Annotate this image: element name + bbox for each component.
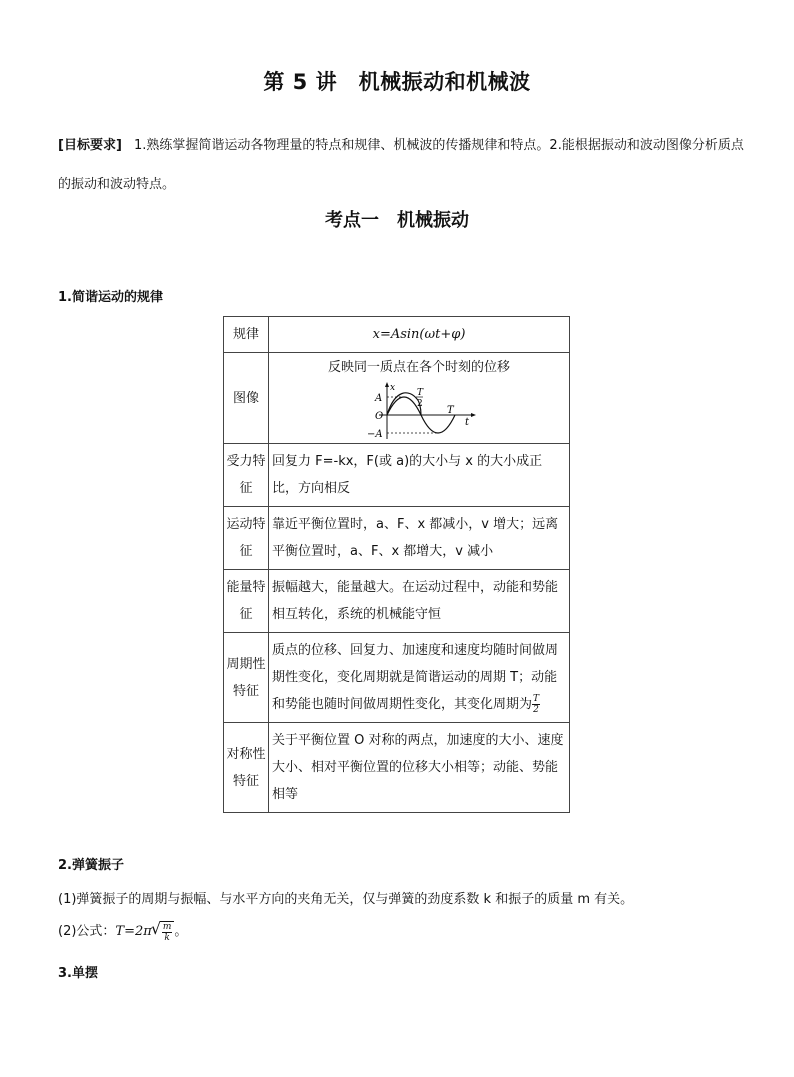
row-content: 回复力 F=-kx，F(或 a)的大小与 x 的大小成正比，方向相反 bbox=[269, 444, 570, 507]
table-row bbox=[224, 723, 570, 813]
label-x: x bbox=[390, 383, 396, 393]
rules-table bbox=[223, 316, 570, 813]
page-title: 第 5 讲 机械振动和机械波 bbox=[263, 70, 531, 94]
row-head: 对称性特征 bbox=[224, 723, 269, 813]
label-A: A bbox=[375, 393, 383, 404]
graph-caption: 反映同一质点在各个时刻的位移 bbox=[327, 360, 510, 375]
formula-prefix: (2)公式： bbox=[58, 924, 116, 939]
row-content: 振幅越大，能量越大。在运动过程中，动能和势能相互转化，系统的机械能守恒 bbox=[269, 570, 570, 633]
table-row bbox=[224, 633, 570, 723]
row-head: 受力特征 bbox=[224, 444, 269, 507]
table-row bbox=[224, 570, 570, 633]
spring-paragraph-2 bbox=[58, 920, 187, 943]
row-head: 周期性特征 bbox=[224, 633, 269, 723]
row-head: 规律 bbox=[224, 317, 269, 353]
sub-heading-3: 3.单摆 bbox=[58, 966, 98, 981]
goal-paragraph bbox=[58, 126, 748, 204]
row-head: 运动特征 bbox=[224, 507, 269, 570]
row-content bbox=[269, 633, 570, 723]
row-head: 图像 bbox=[224, 353, 269, 444]
period-text: 质点的位移、回复力、加速度和速度均随时间做周期性变化，变化周期就是简谐运动的周期 T；动能和势能也随时间做周期性变化，其变化周期为 bbox=[272, 643, 559, 712]
table-row bbox=[224, 444, 570, 507]
half-period-fraction: $\frac{T}{2}$ bbox=[533, 694, 540, 715]
label-O: O bbox=[375, 411, 384, 422]
section-title: 考点一 机械振动 bbox=[325, 210, 469, 231]
label-two: 2 bbox=[417, 399, 423, 409]
row-content bbox=[269, 353, 570, 444]
table-row bbox=[224, 353, 570, 444]
label-T: T bbox=[447, 405, 454, 416]
goal-text: 1.熟练掌握简谐运动各物理量的特点和规律、机械波的传播规律和特点。2.能根据振动和波动图像分析质点的振动和波动特点。 bbox=[58, 138, 744, 192]
formula-main: T=2π bbox=[115, 924, 152, 939]
label-negA: −A bbox=[367, 429, 383, 440]
row-content: 关于平衡位置 O 对称的两点，加速度的大小、速度大小、相对平衡位置的位移大小相等；动能、势能相等 bbox=[269, 723, 570, 813]
spring-paragraph-1: (1)弹簧振子的周期与振幅、与水平方向的夹角无关，仅与弹簧的劲度系数 k 和振子的质量 m 有关。 bbox=[58, 892, 634, 907]
sub-heading-1: 1.简谐运动的规律 bbox=[58, 290, 163, 305]
label-half-T: T bbox=[417, 388, 424, 398]
label-t: t bbox=[465, 417, 470, 428]
formula-suffix: 。 bbox=[174, 924, 188, 939]
table-row bbox=[224, 317, 570, 353]
sqrt-symbol: √ $\frac{m}{k}$ bbox=[160, 921, 175, 943]
row-content: x=Asin(ωt+φ) bbox=[269, 317, 570, 353]
row-content: 靠近平衡位置时，a、F、x 都减小，v 增大；远离平衡位置时，a、F、x 都增大，v 减小 bbox=[269, 507, 570, 570]
sub-heading-2: 2.弹簧振子 bbox=[58, 858, 124, 873]
goal-tag: [目标要求] bbox=[58, 138, 122, 153]
row-head: 能量特征 bbox=[224, 570, 269, 633]
sine-graph bbox=[359, 381, 479, 441]
table-row bbox=[224, 507, 570, 570]
